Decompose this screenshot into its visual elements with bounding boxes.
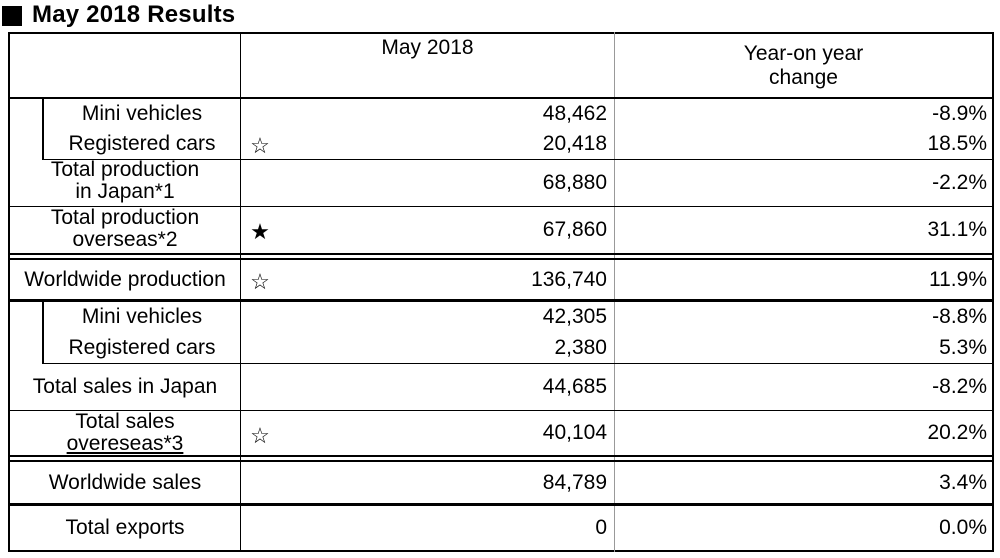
- header-change: [615, 36, 992, 96]
- row-value: 84,789: [542, 470, 607, 494]
- outline-star-icon: ☆: [250, 133, 270, 158]
- row-value: 42,305: [542, 305, 607, 328]
- row-change: 20.2%: [927, 421, 987, 444]
- row-change: 3.4%: [939, 470, 987, 494]
- row-value: 0: [595, 516, 607, 539]
- row-label: [10, 205, 240, 253]
- row-label: Total sales in Japan: [32, 375, 218, 398]
- row-change: 0.0%: [939, 516, 987, 539]
- row-label: Worldwide sales: [48, 470, 202, 494]
- row-value: 48,462: [542, 102, 607, 125]
- row-change: 11.9%: [929, 267, 987, 291]
- row-value: 44,685: [542, 375, 607, 398]
- row-change: 31.1%: [927, 218, 987, 241]
- row-label: Registered cars: [68, 132, 216, 155]
- row-change: -8.9%: [932, 102, 987, 125]
- row-label: Total exports: [65, 516, 185, 539]
- row-change: -8.2%: [932, 375, 987, 398]
- row-value: 2,380: [554, 335, 607, 359]
- row-value: 67,860: [542, 218, 607, 241]
- row-value: 20,418: [542, 132, 607, 155]
- filled-star-icon: ★: [250, 219, 270, 244]
- row-value: 136,740: [531, 267, 607, 291]
- row-change: -2.2%: [932, 171, 987, 194]
- header-month-label: May 2018: [381, 36, 474, 59]
- row-label-line2: overseas*2: [72, 228, 178, 251]
- row-label-line1: Total production: [50, 158, 200, 181]
- header-change-line2: change: [769, 66, 838, 89]
- outline-star-icon: ☆: [250, 423, 270, 448]
- header-month: [241, 36, 614, 96]
- row-change: -8.8%: [932, 305, 987, 328]
- row-label: Registered cars: [68, 335, 216, 359]
- row-label: Mini vehicles: [81, 102, 203, 125]
- row-label-line1: Total sales: [75, 410, 175, 433]
- row-change: 18.5%: [927, 132, 987, 155]
- row-label-line2: in Japan*1: [75, 180, 175, 203]
- row-value: 68,880: [542, 171, 607, 194]
- page-title: May 2018 Results: [32, 1, 236, 28]
- row-label: Worldwide production: [24, 267, 226, 291]
- row-label-line1: Total production: [50, 206, 200, 229]
- row-label-line2: overeseas*3: [66, 432, 184, 455]
- row-value: 40,104: [542, 421, 607, 444]
- row-label: [10, 158, 240, 204]
- row-change: 5.3%: [939, 335, 987, 359]
- row-label: Mini vehicles: [81, 305, 203, 328]
- outline-star-icon: ☆: [250, 268, 270, 294]
- header-change-line1: Year-on year: [743, 42, 864, 65]
- row-label: [10, 410, 240, 456]
